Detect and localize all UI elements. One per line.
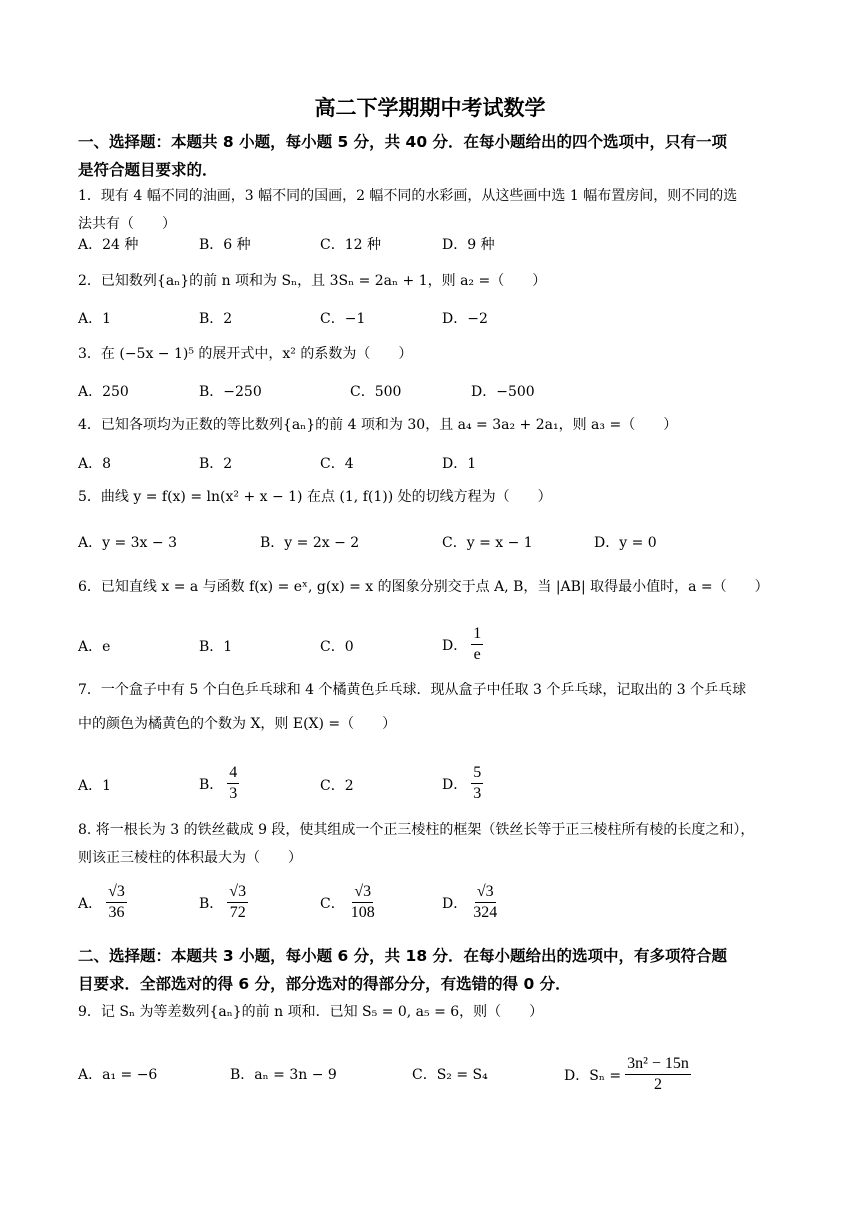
- question-9-options: [78, 1054, 790, 1102]
- question-6: [78, 573, 790, 601]
- question-7-option-d-fraction: [471, 763, 483, 804]
- question-2: [78, 267, 790, 295]
- question-7-option-d: [442, 763, 483, 804]
- question-4-option-c: C．4: [320, 456, 354, 472]
- question-2-option-b: B．2: [199, 311, 233, 327]
- fraction-denominator: 72: [229, 904, 246, 921]
- question-7-option-a: A．1: [78, 778, 112, 794]
- question-1-text-line1: 1．现有 4 幅不同的油画，3 幅不同的国画，2 幅不同的水彩画，从这些画中选 1 幅布置房间，则不同的选: [78, 188, 738, 204]
- question-2-options: [78, 296, 790, 344]
- question-7-option-b: [199, 763, 239, 804]
- question-2-text: 2．已知数列{aₙ}的前 n 项和为 Sₙ，且 3Sₙ = 2aₙ + 1，则 a₂ =（ ）: [78, 273, 547, 289]
- question-6-option-d: [442, 624, 483, 665]
- question-7: [78, 676, 790, 738]
- question-8-option-a-fraction: [106, 882, 127, 923]
- fraction-denominator: 3: [473, 785, 482, 802]
- question-3-options: [78, 369, 790, 417]
- question-1-option-d: D．9 种: [442, 237, 495, 253]
- question-4-option-d: D．1: [442, 456, 477, 472]
- question-7-options: [78, 763, 790, 811]
- question-5-option-c: C．y = x − 1: [442, 535, 533, 551]
- question-8-option-c: [320, 882, 377, 923]
- question-8-option-c-label: C．: [320, 895, 345, 912]
- fraction-denominator: 3: [229, 785, 238, 802]
- fraction-numerator: √3: [352, 882, 373, 903]
- question-8-option-d-fraction: [471, 882, 499, 923]
- fraction-numerator: √3: [475, 882, 496, 903]
- question-3-option-b: B．−250: [199, 384, 262, 400]
- question-3-option-c: C．500: [350, 384, 402, 400]
- fraction-denominator: 108: [350, 904, 375, 921]
- question-6-option-d-label: D．: [442, 637, 468, 654]
- question-1-option-a: A．24 种: [78, 237, 139, 253]
- section2-line1: 二、选择题：本题共 3 小题，每小题 6 分，共 18 分．在每小题给出的选项中，有多项符合题: [78, 947, 728, 965]
- question-8-option-b-fraction: [227, 882, 248, 923]
- exam-title: 高二下学期期中考试数学: [314, 96, 546, 120]
- fraction-denominator: 2: [653, 1076, 662, 1093]
- question-4-option-a: A．8: [78, 456, 112, 472]
- fraction-numerator: √3: [106, 882, 127, 903]
- question-9-option-d-label: D．Sₙ =: [564, 1067, 622, 1084]
- question-7-text-line2: 中的颜色为橘黄色的个数为 X，则 E(X) =（ ）: [78, 716, 397, 732]
- question-6-option-a: A．e: [78, 639, 111, 655]
- fraction-denominator: 36: [108, 904, 125, 921]
- question-3-option-a: A．250: [78, 384, 129, 400]
- question-8: [78, 816, 790, 872]
- question-3-text: 3．在 (−5x − 1)⁵ 的展开式中，x² 的系数为（ ）: [78, 346, 413, 362]
- question-8-option-c-fraction: [349, 882, 377, 923]
- question-6-text: 6．已知直线 x = a 与函数 f(x) = eˣ, g(x) = x 的图象分别交于点 A, B，当 |AB| 取得最小值时，a =（ ）: [78, 579, 769, 595]
- question-3: [78, 340, 790, 368]
- question-4-option-b: B．2: [199, 456, 233, 472]
- question-8-option-d-label: D．: [442, 895, 468, 912]
- question-7-option-b-label: B．: [199, 776, 224, 793]
- fraction-numerator: 4: [227, 763, 239, 784]
- question-8-option-b-label: B．: [199, 895, 224, 912]
- question-1-options: [78, 222, 790, 270]
- question-1-option-b: B．6 种: [199, 237, 251, 253]
- question-6-option-b: B．1: [199, 639, 233, 655]
- question-9-text: 9．记 Sₙ 为等差数列{aₙ}的前 n 项和．已知 S₅ = 0, a₅ = 6，则（ ）: [78, 1004, 544, 1020]
- fraction-denominator: 324: [473, 904, 498, 921]
- section1-header: [78, 128, 790, 184]
- question-7-option-d-label: D．: [442, 776, 468, 793]
- question-2-option-a: A．1: [78, 311, 112, 327]
- question-8-option-b: [199, 882, 248, 923]
- fraction-numerator: √3: [227, 882, 248, 903]
- question-9-option-c: C．S₂ = S₄: [412, 1067, 488, 1083]
- question-5-option-b: B．y = 2x − 2: [260, 535, 360, 551]
- question-9-option-a: A．a₁ = −6: [78, 1067, 158, 1083]
- question-9-option-b: B．aₙ = 3n − 9: [230, 1067, 337, 1083]
- fraction-numerator: 3n² − 15n: [625, 1054, 691, 1075]
- question-8-text-line2: 则该正三棱柱的体积最大为（ ）: [78, 850, 302, 866]
- question-8-text-line1: 8. 将一根长为 3 的铁丝截成 9 段，使其组成一个正三棱柱的框架（铁丝长等于正三棱柱所有棱的长度之和），: [78, 822, 755, 838]
- question-5-text: 5．曲线 y = f(x) = ln(x² + x − 1) 在点 (1, f(1)) 处的切线方程为（ ）: [78, 489, 552, 505]
- question-6-option-d-fraction: [471, 624, 483, 665]
- question-6-options: [78, 622, 790, 670]
- question-5-options: [78, 520, 790, 568]
- question-9-option-d-fraction: [625, 1054, 691, 1095]
- question-4-text: 4．已知各项均为正数的等比数列{aₙ}的前 4 项和为 30，且 a₄ = 3a₂ + 2a₁，则 a₃ =（ ）: [78, 417, 678, 433]
- section1-line1: 一、选择题：本题共 8 小题，每小题 5 分，共 40 分．在每小题给出的四个选项中，只有一项: [78, 133, 728, 151]
- question-8-option-a-label: A．: [78, 895, 103, 912]
- question-7-option-b-fraction: [227, 763, 239, 804]
- question-5-option-d: D．y = 0: [594, 535, 657, 551]
- question-8-option-d: [442, 882, 499, 923]
- question-5-option-a: A．y = 3x − 3: [78, 535, 177, 551]
- question-5: [78, 483, 790, 511]
- section1-line2: 是符合题目要求的．: [78, 161, 218, 179]
- fraction-numerator: 5: [471, 763, 483, 784]
- question-8-options: [78, 882, 790, 930]
- section2-line2: 目要求．全部选对的得 6 分，部分选对的得部分分，有选错的得 0 分．: [78, 975, 571, 993]
- question-2-option-d: D．−2: [442, 311, 488, 327]
- question-4-options: [78, 441, 790, 489]
- question-9: [78, 998, 790, 1026]
- question-7-option-c: C．2: [320, 778, 354, 794]
- question-3-option-d: D．−500: [471, 384, 535, 400]
- question-1-option-c: C．12 种: [320, 237, 381, 253]
- section2-header: [78, 942, 790, 998]
- question-6-option-c: C．0: [320, 639, 354, 655]
- question-8-option-a: [78, 882, 127, 923]
- question-1-text-line2: 法共有（ ）: [78, 216, 176, 232]
- fraction-denominator: e: [473, 646, 481, 663]
- fraction-numerator: 1: [471, 624, 483, 645]
- question-7-text-line1: 7．一个盒子中有 5 个白色乒乓球和 4 个橘黄色乒乓球．现从盒子中任取 3 个乒乓球，记取出的 3 个乒乓球: [78, 682, 747, 698]
- question-9-option-d: [564, 1054, 691, 1095]
- question-4: [78, 411, 790, 439]
- question-2-option-c: C．−1: [320, 311, 366, 327]
